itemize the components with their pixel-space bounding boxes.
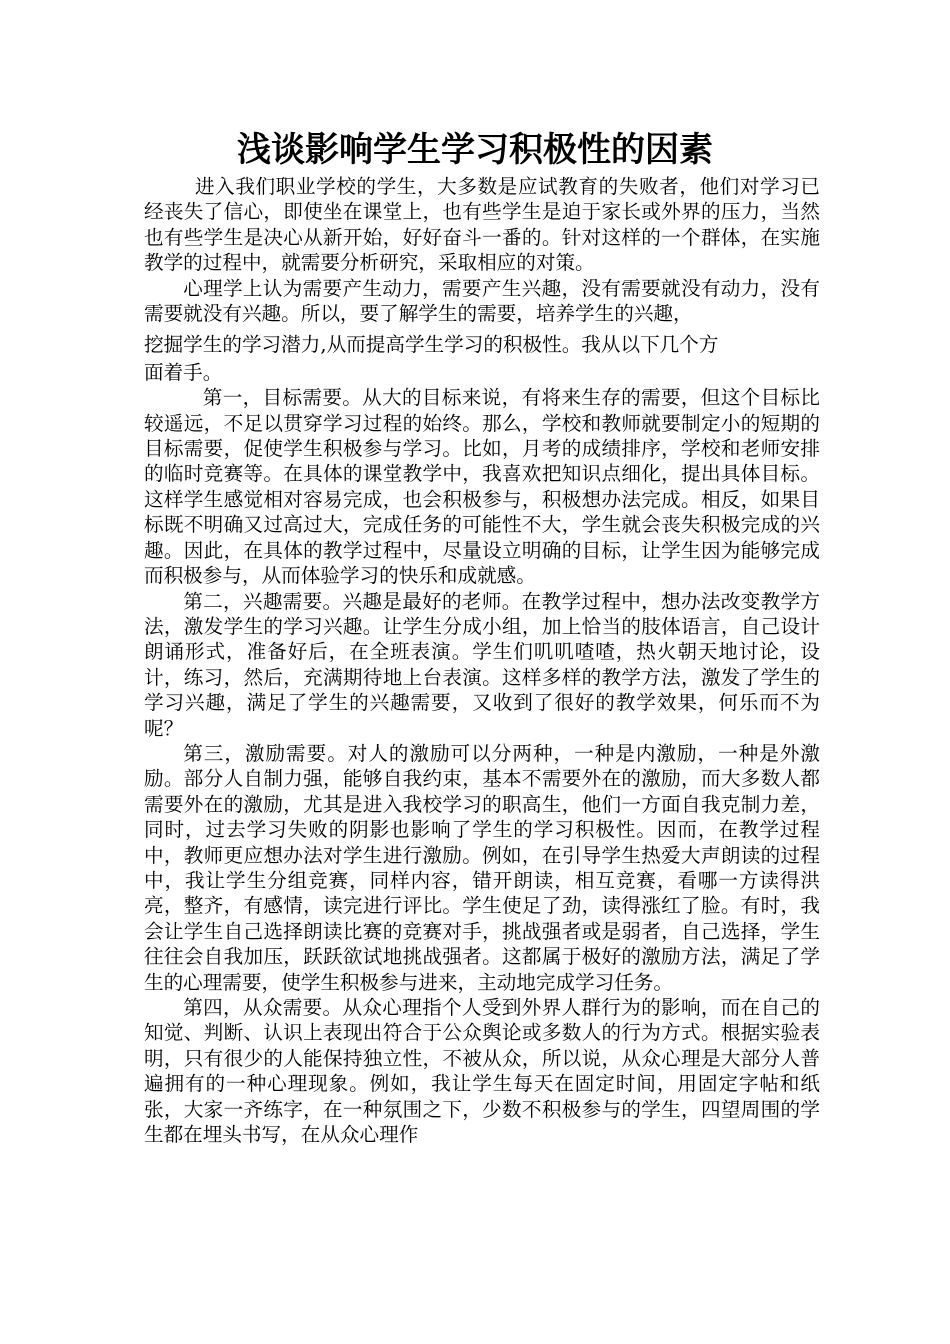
paragraph-intro: 进入我们职业学校的学生，大多数是应试教育的失败者，他们对学习已经丧失了信心，即使坐在课堂上，也有些学生是迫于家长或外界的压力，当然也有些学生是决心从新开始，好好奋斗一番的。针对这样的一个群体，在实施教学的过程中，就需要分析研究，采取相应的对策。: [144, 175, 820, 275]
paragraph-interest-needs: 第二，兴趣需要。兴趣是最好的老师。在教学过程中，想办法改变教学方法，激发学生的学习兴趣。让学生分成小组，加上恰当的肢体语言，自己设计朗诵形式，准备好后，在全班表演。学生们叽叽喳喳，热火朝天地讨论，设计，练习，然后，充满期待地上台表演。这样多样的教学方法，激发了学生的学习兴趣，满足了学生的兴趣需要，又收到了很好的教学效果，何乐而不为呢？: [144, 589, 820, 740]
paragraph-motivation-needs: 第三，激励需要。对人的激励可以分两种，一种是内激励，一种是外激励。部分人自制力强，能够自我约束，基本不需要外在的激励，而大多数人都需要外在的激励，尤其是进入我校学习的职高生，他们一方面自我克制力差，同时，过去学习失败的阴影也影响了学生的学习积极性。因而，在教学过程中，教师更应想办法对学生进行激励。例如，在引导学生热爱大声朗读的过程中，我让学生分组竞赛，同样内容，错开朗读，相互竞赛，看哪一方读得洪亮，整齐，有感情，读完进行评比。学生使足了劲，读得涨红了脸。有时，我会让学生自己选择朗读比赛的竞赛对手，挑战强者或是弱者，自己选择，学生往往会自我加压，跃跃欲试地挑战强者。这都属于极好的激励方法，满足了学生的心理需要，使学生积极参与进来，主动地完成学习任务。: [144, 741, 820, 994]
paragraph-psychology-cont-1: 挖掘学生的学习潜力,从而提高学生学习的积极性。我从以下几个方: [144, 333, 719, 357]
paragraph-psychology: 心理学上认为需要产生动力，需要产生兴趣，没有需要就没有动力，没有需要就没有兴趣。所以，要了解学生的需要，培养学生的兴趣，: [144, 276, 820, 326]
paragraph-conformity-needs: 第四，从众需要。从众心理指个人受到外界人群行为的影响，而在自己的知觉、判断、认识上表现出符合于公众舆论或多数人的行为方式。根据实验表明，只有很少的人能保持独立性，不被从众，所以说，从众心理是大部分人普遍拥有的一种心理现象。例如，我让学生每天在固定时间，用固定字帖和纸张，大家一齐练字，在一种氛围之下，少数不积极参与的学生，四望周围的学生都在埋头书写，在从众心理作: [144, 996, 820, 1147]
paragraph-psychology-cont-2: 面着手。: [144, 360, 223, 384]
document-body: [144, 174, 820, 1147]
paragraph-goal-needs: 第一，目标需要。从大的目标来说，有将来生存的需要，但这个目标比较遥远，不足以贯穿学习过程的始终。那么，学校和教师就要制定小的短期的目标需要，促使学生积极参与学习。比如，月考的成绩排序，学校和老师安排的临时竞赛等。在具体的课堂教学中，我喜欢把知识点细化，提出具体目标。这样学生感觉相对容易完成，也会积极参与，积极想办法完成。相反，如果目标既不明确又过高过大，完成任务的可能性不大，学生就会丧失积极完成的兴趣。因此，在具体的教学过程中，尽量设立明确的目标，让学生因为能够完成而积极参与，从而体验学习的快乐和成就感。: [144, 386, 820, 588]
document-title: 浅谈影响学生学习积极性的因素: [237, 130, 713, 170]
